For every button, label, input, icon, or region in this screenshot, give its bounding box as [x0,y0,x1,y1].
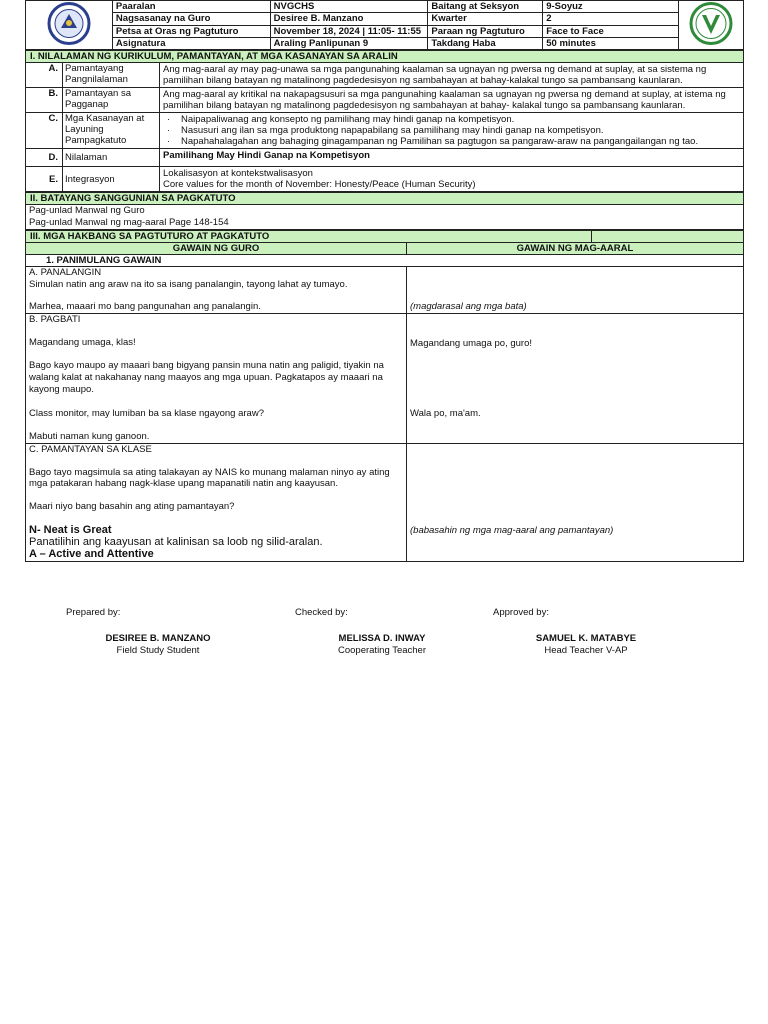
greeting-teacher-line-2: Bago kayo maupo ay maaari bang bigyang pansin muna natin ang paligid, tiyakin na walang kalat at nakahanay nang maayos ang mga upuan. Pagkatapos ay maaari na kayong maupo. [29,360,384,395]
teacher-value: Desiree B. Manzano [270,13,428,25]
checked-by-label: Checked by: [295,607,348,618]
subject-label: Asignatura [112,37,270,49]
step-introductory: 1. PANIMULANG GAWAIN [26,255,744,267]
rules-teacher-line-2: Maari niyo bang basahin ang ating pamantayan? [29,501,235,512]
content-standard-text: Ang mag-aaral ay may pag-unawa sa mga pangunahing kaalaman sa ugnayan ng pwersa ng demand at suplay, at sa sistema ng pamilihan bilang batayan ng matalinong pagdedesisyon ng sambahayan at bahay-kalakal tungo sa pambansang kaunlaran. [160,63,744,88]
date-value: November 18, 2024 | 11:05- 11:55 [270,25,428,37]
integration-line-2: Core values for the month of November: Honesty/Peace (Human Security) [163,179,476,190]
greeting-teacher-line-3: Class monitor, may lumiban ba sa klase ngayong araw? [29,408,264,419]
reference-line-1: Pag-unlad Manwal ng Guro [26,205,744,217]
greeting-teacher-cell [26,314,407,444]
references-table [25,192,744,230]
rules-student-cell [407,444,744,562]
greeting-student-line-2: Wala po, ma'am. [410,408,481,419]
row-d-letter: D. [26,149,63,167]
deped-seal-icon [41,1,97,46]
content-text: Pamilihang May Hindi Ganap na Kompetisyon [160,149,744,167]
row-b-letter: B. [26,88,63,113]
prepared-by-label: Prepared by: [66,607,121,618]
curriculum-table [25,50,744,192]
prepared-by-name: DESIREE B. MANZANO [105,633,211,644]
grade-section-label: Baitang at Seksyon [428,1,543,13]
content-label: Nilalaman [63,149,160,167]
school-seal-cell [678,1,743,50]
row-a-letter: A. [26,63,63,88]
greeting-teacher-line-4: Mabuti naman kung ganoon. [29,431,150,442]
method-value: Face to Face [543,25,679,37]
prepared-by-signatory [78,633,238,656]
greeting-student-line-1: Magandang umaga po, guro! [410,338,533,349]
approved-by-role: Head Teacher V-AP [544,645,628,656]
header-table [25,0,744,50]
method-label: Paraan ng Pagtuturo [428,25,543,37]
row-e-letter: E. [26,167,63,192]
section2-title: II. BATAYANG SANGGUNIAN SA PAGKATUTO [26,193,744,205]
procedures-table [25,230,744,562]
school-value: NVGCHS [270,1,428,13]
rules-teacher-cell [26,444,407,562]
deped-seal-cell [26,1,113,50]
list-item: · Naipapaliwanag ang konsepto ng pamilihang may hindi ganap na kompetisyon. [163,114,740,125]
row-c-letter: C. [26,113,63,149]
checked-by-name: MELISSA D. INWAY [338,633,426,644]
grade-section-value: 9-Soyuz [543,1,679,13]
approved-by-signatory [506,633,666,656]
prayer-teacher-line-1: Simulan natin ang araw na ito sa isang panalangin, tayong lahat ay tumayo. [29,279,348,290]
section3-title: III. MGA HAKBANG SA PAGTUTURO AT PAGKATUTO [26,231,592,243]
rule-n-text: Panatilihin ang kaayusan at kalinisan sa loob ng silid-aralan. [29,536,323,548]
student-column-header: GAWAIN NG MAG-AARAL [407,243,744,255]
quarter-value: 2 [543,13,679,25]
list-item: · Nasusuri ang ilan sa mga produktong napapabilang sa pamilihang may hindi ganap na kompetisyon. [163,125,740,136]
date-label: Petsa at Oras ng Pagtuturo [112,25,270,37]
duration-value: 50 minutes [543,37,679,49]
content-standard-label: Pamantayang Pangnilalaman [63,63,160,88]
approved-by-name: SAMUEL K. MATABYE [535,633,637,644]
subject-value: Araling Panlipunan 9 [270,37,428,49]
section1-title: I. NILALAMAN NG KURIKULUM, PAMANTAYAN, AT MGA KASANAYAN SA ARALIN [26,51,744,63]
reference-line-2: Pag-unlad Manwal ng mag-aaral Page 148-154 [26,216,744,230]
teacher-column-header: GAWAIN NG GURO [26,243,407,255]
approved-by-label: Approved by: [493,607,549,618]
rule-n-title: N- Neat is Great [29,524,112,536]
integration-cell [160,167,744,192]
quarter-label: Kwarter [428,13,543,25]
prepared-by-role: Field Study Student [116,645,200,656]
checked-by-signatory [302,633,462,656]
performance-standard-label: Pamantayan sa Pagganap [63,88,160,113]
integration-line-1: Lokalisasyon at kontekstwalisasyon [163,168,313,179]
competencies-label: Mga Kasanayan at Layuning Pampagkatuto [63,113,160,149]
integration-label: Integrasyon [63,167,160,192]
list-item: · Napahahalagahan ang bahaging ginagampanan ng Pamilihan sa pagtugon sa pangaraw-araw na pangangailangan ng tao. [163,136,740,147]
school-seal-icon [683,1,739,46]
teacher-label: Nagsasanay na Guro [112,13,270,25]
rules-student-response: (babasahin ng mga mag-aaral ang pamantayan) [410,525,614,536]
prayer-student-response: (magdarasal ang mga bata) [407,267,744,314]
prayer-heading: A. PANALANGIN [29,267,102,278]
competencies-list [163,114,740,147]
lesson-plan-sheet [25,0,744,562]
rules-heading: C. PAMANTAYAN SA KLASE [29,444,152,455]
rules-teacher-line-1: Bago tayo magsimula sa ating talakayan ay NAIS ko munang malaman ninyo ay ating mga patakaran habang nagk-klase upang mapanatili natin ang kaayusan. [29,467,390,489]
greeting-teacher-line-1: Magandang umaga, klas! [29,337,136,348]
school-label: Paaralan [112,1,270,13]
section3-title-blank [592,231,744,243]
checked-by-role: Cooperating Teacher [337,645,427,656]
competencies-cell [160,113,744,149]
greeting-student-cell [407,314,744,444]
greeting-heading: B. PAGBATI [29,314,81,325]
prayer-teacher-line-2: Marhea, maaari mo bang pangunahan ang panalangin. [29,301,261,312]
rule-a-title: A – Active and Attentive [29,548,154,560]
duration-label: Takdang Haba [428,37,543,49]
performance-standard-text: Ang mag-aaral ay kritikal na nakapagsusuri sa mga pangunahing kaalaman sa ugnayan ng pwersa ng demand at suplay, at istema ng pamilihan bilang batayan ng matalinong pagdedesisyon ng sambahayan at bahay- kalakal tungo sa pambansang kaunlaran. [160,88,744,113]
prayer-teacher-cell [26,267,407,314]
